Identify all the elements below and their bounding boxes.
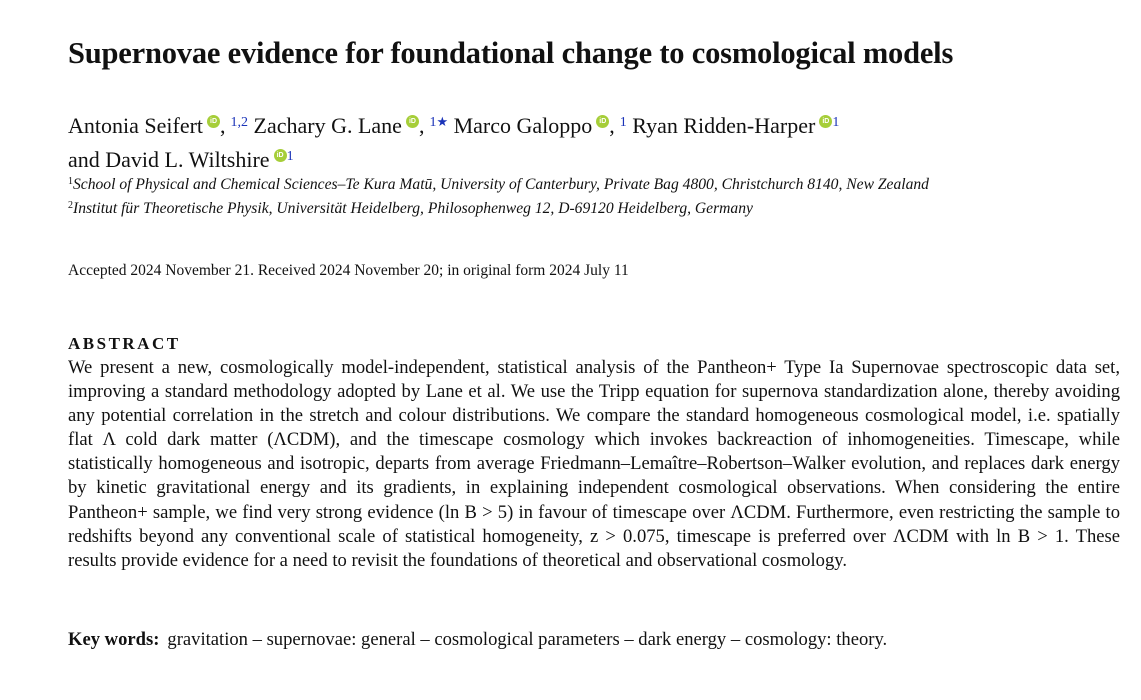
author-joiner: and bbox=[68, 147, 100, 172]
author-entry bbox=[632, 113, 839, 138]
keywords-label: Key words: bbox=[68, 629, 160, 650]
author-entry: Zachary G. Lane iD , $^{1★}$ bbox=[253, 113, 449, 138]
orcid-icon[interactable]: iD bbox=[274, 149, 287, 162]
abstract-heading: ABSTRACT bbox=[68, 334, 181, 353]
author-entry bbox=[68, 147, 294, 172]
affiliation-text: School of Physical and Chemical Sciences–Te Kura Matū, University of Canterbury, Private Bag 4800, Christchurch 8140, New Zealand bbox=[73, 176, 929, 193]
author-name: Marco Galoppo bbox=[453, 113, 593, 138]
author-entry: Antonia Seifert iD , $^{1,2}$ bbox=[68, 113, 249, 138]
affiliation-number: 2 bbox=[68, 200, 73, 211]
affiliation-item bbox=[68, 171, 929, 195]
affiliation-list bbox=[68, 171, 929, 219]
corresponding-author-star-icon[interactable]: ★ bbox=[436, 114, 449, 129]
abstract-text: We present a new, cosmologically model-independent, statistical analysis of the Pantheon+ Type Ia Supernovae spectroscopic data set, improving a standard methodology adopted by Lane et al. We use the Tripp equation for supernova standardization alone, thereby avoiding any potential correlation in the stretch and colour distributions. We compare the standard homogeneous cosmological model, i.e. spatially flat Λ cold dark matter (ΛCDM), and the timescape cosmology which invokes backreaction of inhomogeneities. Timescape, while statistically homogeneous and isotropic, departs from average Friedmann–Lemaître–Robertson–Walker evolution, and replaces dark energy by kinetic gravitational energy and its gradients, in explaining independent cosmological observations. When considering the entire Pantheon+ sample, we find very strong evidence (ln B > 5) in favour of timescape over ΛCDM. Furthermore, even restricting the sample to redshifts beyond any conventional scale of statistical homogeneity, z > 0.075, timescape is preferred over ΛCDM with ln B > 1. These results provide evidence for a need to revisit the foundations of theoretical and observational cosmology. bbox=[68, 357, 1120, 571]
publication-dates: Accepted 2024 November 21. Received 2024 November 20; in original form 2024 July 11 bbox=[68, 262, 629, 279]
affiliation-link[interactable]: 1 bbox=[619, 115, 627, 130]
affiliation-link[interactable]: 1,2 bbox=[230, 115, 249, 130]
affiliation-link[interactable]: 1 bbox=[832, 115, 840, 130]
affiliation-item bbox=[68, 195, 929, 219]
affiliation-link[interactable]: 1 bbox=[429, 115, 437, 130]
author-list bbox=[68, 106, 1128, 175]
author-name: Antonia Seifert bbox=[68, 113, 204, 138]
affiliation-link[interactable]: 1 bbox=[286, 149, 294, 164]
orcid-icon[interactable]: iD bbox=[596, 115, 609, 128]
orcid-icon[interactable]: iD bbox=[819, 115, 832, 128]
affiliation-number: 1 bbox=[68, 176, 73, 187]
author-name: Zachary G. Lane bbox=[253, 113, 402, 138]
paper-title: Supernovae evidence for foundational change to cosmological models bbox=[68, 36, 954, 70]
orcid-icon[interactable]: iD bbox=[207, 115, 220, 128]
keywords-text: gravitation – supernovae: general – cosmological parameters – dark energy – cosmology: theory. bbox=[167, 629, 888, 650]
author-name: Ryan Ridden-Harper bbox=[632, 113, 816, 138]
keywords bbox=[68, 629, 887, 651]
author-entry: Marco Galoppo iD , $^1$ bbox=[453, 113, 627, 138]
affiliation-text: Institut für Theoretische Physik, Universität Heidelberg, Philosophenweg 12, D-69120 Heidelberg, Germany bbox=[73, 200, 753, 217]
orcid-icon[interactable]: iD bbox=[406, 115, 419, 128]
author-name: David L. Wiltshire bbox=[105, 147, 270, 172]
